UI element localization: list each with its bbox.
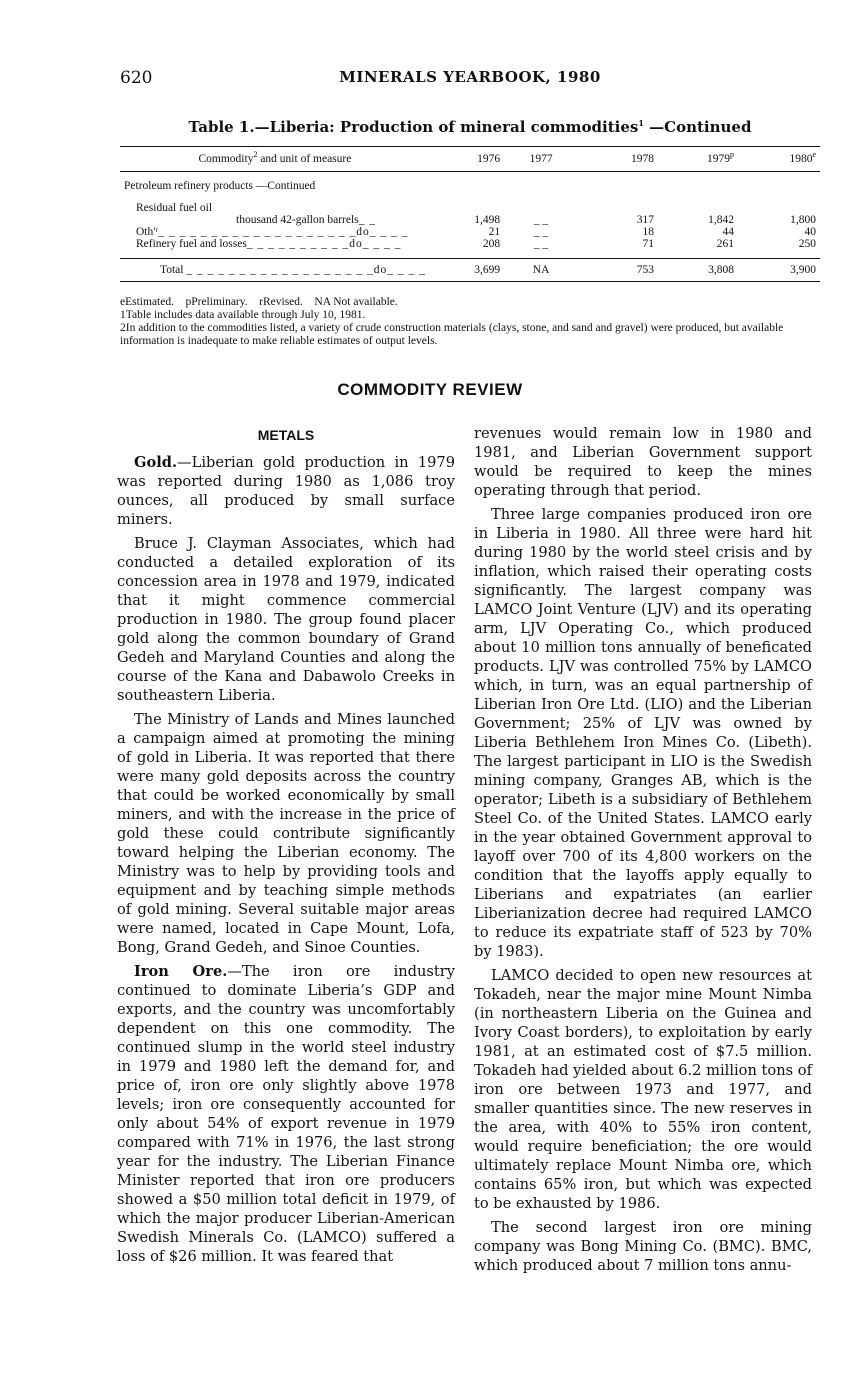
table-cell: 317 bbox=[636, 214, 655, 226]
table-row bbox=[120, 238, 820, 250]
total-cell: 753 bbox=[578, 259, 658, 282]
table-cell: 71 bbox=[642, 238, 655, 250]
footnote-1: 1Table includes data available through July 10, 1981. bbox=[120, 309, 366, 321]
paragraph: Iron Ore.—The iron ore industry continued to dominate Liberia’s GDP and exports, and the country was uncomfortably dependent on this one commodity. The continued slump in the world steel industry in 1979 and 1980 left the demand for, and price of, iron ore only slightly above 1978 levels; iron ore consequently accounted for only about 54% of export revenue in 1979 compared with 71% in 1976, the last strong year for the industry. The Liberian Finance Minister reported that iron ore producers showed a $50 million total deficit in 1979, of which the major producer Liberian-American Swedish Minerals Co. (LAMCO) suffered a loss of $26 million. It was feared that bbox=[117, 963, 455, 1265]
paragraph: The second largest iron ore mining company was Bong Mining Co. (BMC). BMC, which produced about 7 million tons annu- bbox=[474, 1219, 812, 1274]
table-title-suffix: —Continued bbox=[643, 118, 752, 136]
table-cell: 40 bbox=[804, 226, 816, 238]
paragraph: Three large companies produced iron ore in Liberia in 1980. All three were hard hit during 1980 by the world steel crisis and by inflation, which raised their operating costs significantly. The largest company was LAMCO Joint Venture (LJV) and its operating arm, LJV Operating Co., which produced about 10 million tons annually of beneficated products. LJV was controlled 75% by LAMCO which, in turn, was an equal partnership of Liberian Iron Ore Ltd. (LIO) and the Liberian Government; 25% of LJV was owned by Liberia Bethlehem Iron Mines Co. (Libeth). The largest participant in LIO is the Swedish mining company, Granges AB, which is the operator; Libeth is a subsidiary of Bethlehem Steel Co. of the United States. LAMCO early in the year obtained Government approval to layoff over 700 of its 4,800 workers on the condition that the layoffs apply equally to Liberians and expatriates (an earlier Liberianization decree had required LAMCO to reduce its expatriate staff of 523 by 70% by 1983). bbox=[474, 506, 812, 960]
paragraph: LAMCO decided to open new resources at Tokadeh, near the major mine Mount Nimba (in northeastern Liberia on the Guinea and Ivory Coast borders), to exploitation by early 1981, at an estimated cost of $7.5 million. Tokadeh had yielded about 6.2 million tons of iron ore between 1973 and 1977, and smaller quantities since. The new reserves in the area, with 40% to 55% iron content, would require beneficiation; the ore would ultimately replace Mount Nimba ore, which contains 65% iron, but which was expected to be exhausted by 1986. bbox=[474, 967, 812, 1212]
commodity-column-header: Commodity$^2$ and unit of measure bbox=[120, 147, 430, 172]
footnote-2: 2In addition to the commodities listed, a variety of crude construction materials (clays, stone, and sand and gravel) were produced, but available information is inadequate to make reliable estimates of output levels. bbox=[120, 322, 784, 347]
year-column-header: 1978 bbox=[578, 147, 658, 172]
metals-subheading: METALS bbox=[257, 427, 315, 443]
table-title-text: Table 1.—Liberia: Production of mineral commodities bbox=[188, 118, 639, 136]
year-column-header: 1977 bbox=[504, 147, 578, 172]
table-title bbox=[120, 118, 820, 136]
table-footnotes bbox=[120, 296, 820, 348]
running-title: MINERALS YEARBOOK, 1980 bbox=[339, 68, 601, 86]
table-row bbox=[120, 226, 820, 238]
table-cell: 44 bbox=[722, 226, 735, 238]
table-header-row bbox=[120, 147, 820, 172]
table-section-row bbox=[120, 180, 820, 192]
section-heading: COMMODITY REVIEW bbox=[337, 380, 523, 399]
table-cell: 1,800 bbox=[790, 214, 816, 226]
table-cell: 1,498 bbox=[474, 214, 501, 226]
table-cell: 208 bbox=[482, 238, 501, 250]
section-label: Petroleum refinery products —Continued bbox=[124, 180, 316, 192]
page-number: 620 bbox=[120, 68, 153, 88]
left-column bbox=[117, 424, 455, 1271]
table-title-footnote-mark: 1 bbox=[638, 118, 644, 128]
right-column bbox=[474, 424, 812, 1280]
total-cell: 3,900 bbox=[738, 259, 820, 282]
paragraph: The Ministry of Lands and Mines launched a campaign aimed at promoting the mining of gold in Liberia. It was reported that there were many gold deposits across the country that could be worked economically by small miners, and with the increase in the price of gold these could contribute significantly toward helping the Liberian economy. The Ministry was to help by providing tools and equipment and by teaching simple methods of gold mining. Several suitable major areas were named, located in Cape Mount, Lofa, Bong, Grand Gedeh, and Sinoe Counties. bbox=[117, 711, 455, 956]
page-header bbox=[120, 68, 820, 92]
year-column-header: 1979$^p$ bbox=[658, 147, 738, 172]
row-label: Oth′ʳ_ _ _ _ _ _ _ _ _ _ _ _ _ _ _ _ _ _ _do_ _ _ _ bbox=[136, 226, 409, 238]
year-column-header: 1976 bbox=[430, 147, 504, 172]
paragraph: revenues would remain low in 1980 and 1981, and Liberian Government support would be required to keep the mines operating through that period. bbox=[474, 425, 812, 499]
table-row bbox=[120, 202, 820, 214]
table-cell: _ _ bbox=[533, 238, 549, 250]
paragraph: Bruce J. Clayman Associates, which had conducted a detailed exploration of its concession area in 1978 and 1979, indicated that it might commence commercial production in 1980. The group found placer gold along the common boundary of Grand Gedeh and Maryland Counties and along the course of the Kana and Dabawolo Creeks in southeastern Liberia. bbox=[117, 535, 455, 704]
production-table bbox=[120, 146, 820, 282]
iron-ore-heading: Iron Ore. bbox=[134, 963, 228, 980]
year-column-header: 1980e bbox=[738, 147, 820, 172]
table-cell: 1,842 bbox=[708, 214, 735, 226]
table-total-row bbox=[120, 259, 820, 282]
gold-heading: Gold. bbox=[134, 454, 178, 471]
row-label: Residual fuel oil bbox=[136, 202, 213, 214]
total-label: Total _ _ _ _ _ _ _ _ _ _ _ _ _ _ _ _ _ _do_ _ _ _ bbox=[120, 259, 430, 282]
table-row bbox=[120, 214, 820, 226]
table-cell: 18 bbox=[642, 226, 655, 238]
total-cell: 3,808 bbox=[658, 259, 738, 282]
row-label: thousand 42-gallon barrels_ _ bbox=[236, 214, 377, 226]
row-label: Refinery fuel and losses_ _ _ _ _ _ _ _ _ _do_ _ _ _ bbox=[136, 238, 402, 250]
total-cell: 3,699 bbox=[430, 259, 504, 282]
table-cell: 21 bbox=[488, 226, 501, 238]
table-cell: _ _ bbox=[533, 226, 549, 238]
total-cell: NA bbox=[504, 259, 578, 282]
table-cell: _ _ bbox=[533, 214, 549, 226]
footnote-legend: eEstimated. pPreliminary. rRevised. NA Not available. bbox=[120, 296, 398, 308]
paragraph: Gold.—Liberian gold production in 1979 was reported during 1980 as 1,086 troy ounces, all produced by small surface miners. bbox=[117, 454, 455, 528]
table-cell: 261 bbox=[716, 238, 735, 250]
table-cell: 250 bbox=[798, 238, 816, 250]
